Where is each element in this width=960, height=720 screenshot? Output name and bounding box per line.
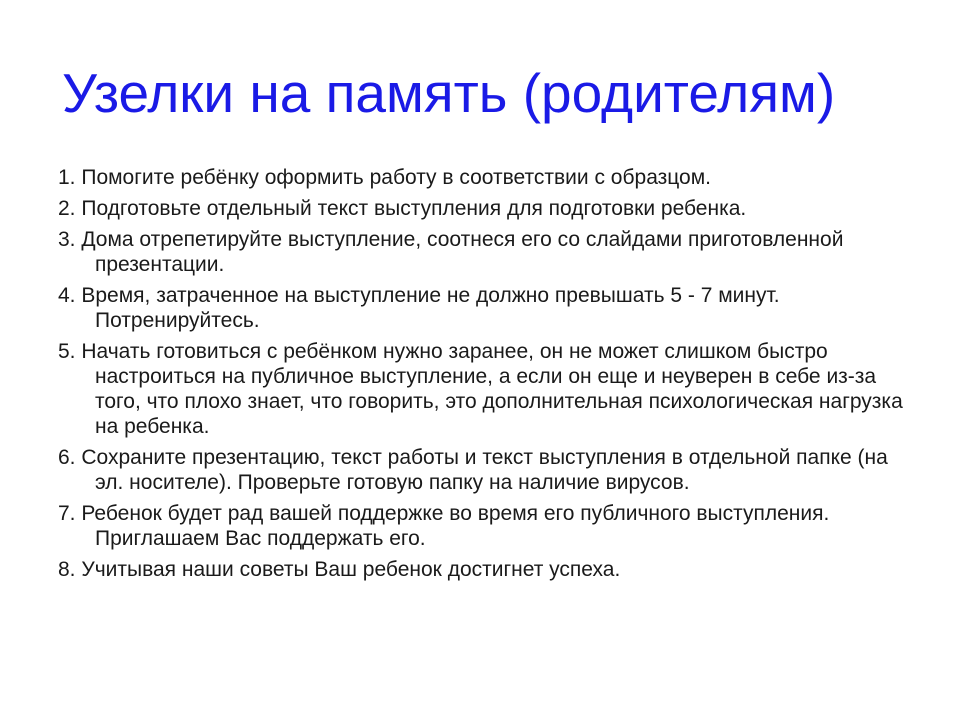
advice-item-4: 4. Время, затраченное на выступление не должно превышать 5 - 7 минут. Потренируйтесь. xyxy=(58,284,780,332)
slide-title: Узелки на память (родителям) xyxy=(62,62,836,124)
advice-item-3: 3. Дома отрепетируйте выступление, соотнеся его со слайдами приготовленной презентации. xyxy=(58,228,844,276)
advice-list xyxy=(58,165,908,588)
advice-item-7: 7. Ребенок будет рад вашей поддержке во время его публичного выступления. Приглашаем Вас поддержать его. xyxy=(58,502,830,550)
advice-item-6: 6. Сохраните презентацию, текст работы и текст выступления в отдельной папке (на эл. носителе). Проверьте готовую папку на наличие вирусов. xyxy=(58,446,888,494)
advice-item-8: 8. Учитывая наши советы Ваш ребенок достигнет успеха. xyxy=(58,558,621,581)
advice-item-1: 1. Помогите ребёнку оформить работу в соответствии с образцом. xyxy=(58,166,712,189)
advice-item-2: 2. Подготовьте отдельный текст выступления для подготовки ребенка. xyxy=(58,197,747,220)
advice-item-5: 5. Начать готовиться с ребёнком нужно заранее, он не может слишком быстро настроиться на публичное выступление, а если он еще и неуверен в себе из-за того, что плохо знает, что говорить, это дополнительная психологическая нагрузка на ребенка. xyxy=(58,340,903,438)
